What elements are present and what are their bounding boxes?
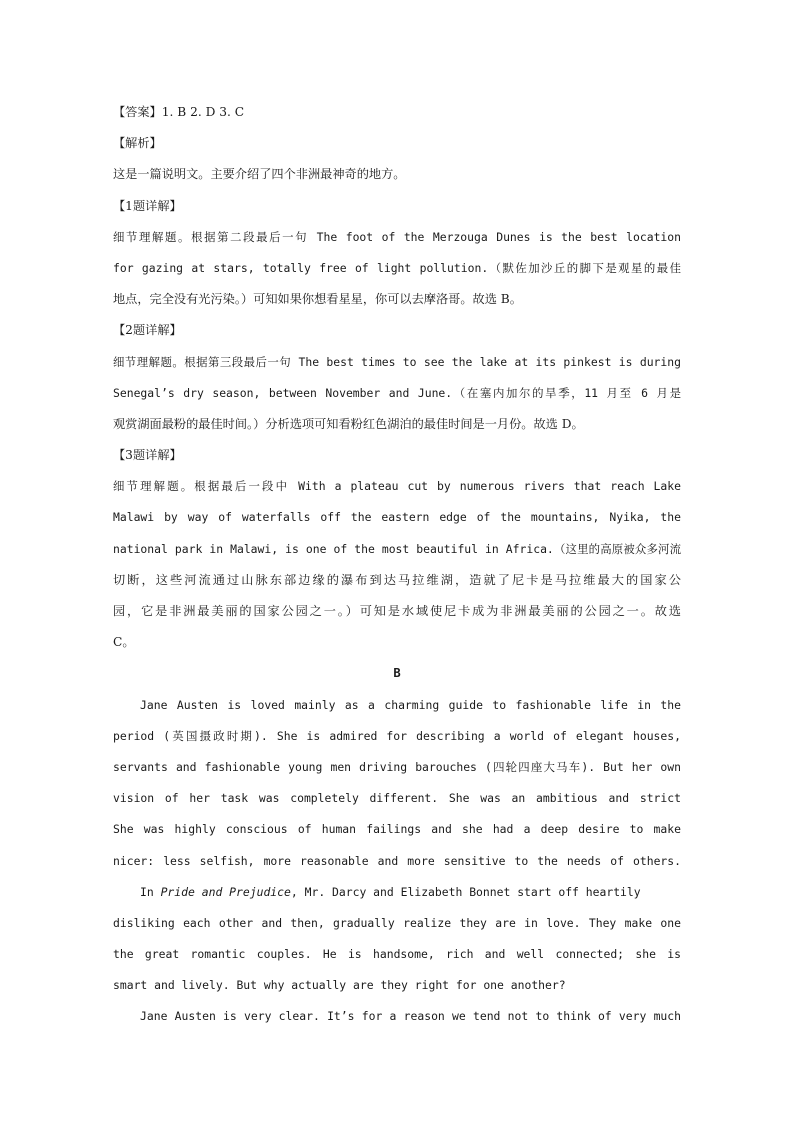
answer-line: 【答案】1. B 2. D 3. C	[113, 105, 245, 119]
q3-line: 细节理解题。根据最后一段中 With a plateau cut by numerous rivers that reach Lake	[113, 479, 681, 494]
passage-line: servants and fashionable young men driving barouches (四轮四座大马车). But her own	[113, 759, 681, 774]
q1-line: 地点，完全没有光污染。）可知如果你想看星星，你可以去摩洛哥。故选 B。	[113, 292, 522, 307]
passage-line	[113, 877, 681, 908]
passage-line: the great romantic couples. He is handsome, rich and well connected; she is	[113, 947, 681, 962]
q1-heading: 【1题详解】	[113, 198, 182, 213]
q2-line: Senegal’s dry season, between November and June.（在塞内加尔的旱季，11 月至 6 月是	[113, 385, 681, 400]
q1-line: for gazing at stars, totally free of light pollution.（默佐加沙丘的脚下是观星的最佳	[113, 260, 681, 275]
q3-line: Malawi by way of waterfalls off the eastern edge of the mountains, Nyika, the	[113, 510, 681, 525]
document-page	[113, 97, 681, 1033]
section-b-title: B	[393, 666, 401, 681]
q2-line: 观赏湖面最粉的最佳时间。）分析选项可知看粉红色湖泊的最佳时间是一月份。故选 D。	[113, 416, 584, 431]
q3-line: national park in Malawi, is one of the most beautiful in Africa.（这里的高原被众多河流	[113, 541, 681, 556]
passage-line: smart and lively. But why actually are they right for one another?	[113, 978, 566, 993]
q1-line: 细节理解题。根据第二段最后一句 The foot of the Merzouga Dunes is the best location	[113, 229, 681, 244]
passage-text: In	[140, 884, 161, 899]
q3-line: C。	[113, 635, 135, 650]
analysis-heading: 【解析】	[113, 136, 162, 151]
summary-text: 这是一篇说明文。主要介绍了四个非洲最神奇的地方。	[113, 167, 406, 182]
passage-line: Jane Austen is loved mainly as a charming guide to fashionable life in the	[140, 697, 681, 712]
passage-line: vision of her task was completely different. She was an ambitious and strict	[113, 791, 681, 806]
book-title: Pride and Prejudice	[160, 884, 291, 899]
q2-line: 细节理解题。根据第三段最后一句 The best times to see the lake at its pinkest is during	[113, 354, 681, 369]
passage-line: nicer: less selfish, more reasonable and more sensitive to the needs of others.	[113, 853, 681, 868]
q3-heading: 【3题详解】	[113, 448, 182, 463]
passage-line: period (英国摄政时期). She is admired for describing a world of elegant houses,	[113, 728, 681, 743]
passage-line: She was highly conscious of human failings and she had a deep desire to make	[113, 822, 681, 837]
q2-heading: 【2题详解】	[113, 323, 182, 338]
passage-line: disliking each other and then, gradually realize they are in love. They make one	[113, 915, 681, 930]
q3-line: 园，它是非洲最美丽的国家公园之一。）可知是水域使尼卡成为非洲最美丽的公园之一。故选	[113, 604, 681, 618]
passage-line: Jane Austen is very clear. It’s for a reason we tend not to think of very much	[140, 1009, 681, 1024]
passage-text: , Mr. Darcy and Elizabeth Bonnet start off heartily	[290, 884, 641, 899]
q3-line: 切断，这些河流通过山脉东部边缘的瀑布到达马拉维湖，造就了尼卡是马拉维最大的国家公	[113, 572, 681, 587]
